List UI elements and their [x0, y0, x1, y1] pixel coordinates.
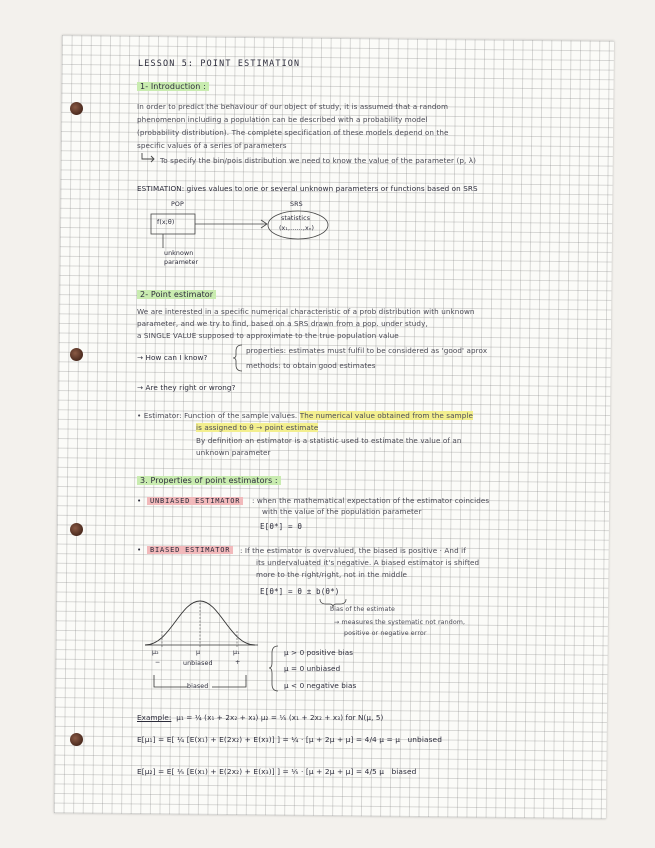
- mu-label: μ: [196, 649, 201, 656]
- brace-icon: [232, 343, 244, 373]
- example-line: Example: μ₁ = ¼ (x₁ + 2x₂ + x₃) μ₂ = ⅕ (x₁ + 2x₂ + x₃) for N(μ, 5): [137, 713, 384, 722]
- biased-curve-label: biased: [187, 683, 209, 690]
- unbiased-formula: E[θ*] = θ: [260, 522, 303, 531]
- sample-values-label: (x₁,……,xₙ): [279, 225, 314, 232]
- bias-case-positive: μ > 0 positive bias: [284, 648, 354, 657]
- minus-label: −: [155, 659, 161, 666]
- binder-hole: [70, 733, 83, 746]
- srs-label: SRS: [290, 201, 303, 208]
- section-heading-properties: 3. Properties of point estimators :: [137, 476, 281, 485]
- biased-definition-line-1: : If the estimator is overvalued, the biased is positive · And if: [240, 546, 466, 555]
- mu2-label: μ₂: [152, 649, 159, 656]
- expectation-mu2: E[μ₂] = E[ ⅕ [E(x₁) + E(2x₂) + E(x₃)] ] = ⅕ · [μ + 2μ + μ] = 4/5 μ biased: [137, 767, 417, 776]
- expectation-mu1: E[μ₁] = E[ ¼ [E(x₁) + E(2x₂) + E(x₃)] ] = ¼ · [μ + 2μ + μ] = 4/4 μ = μ unbiased: [137, 735, 442, 744]
- estimation-definition: ESTIMATION: gives values to one or several unknown parameters or functions based on SRS: [137, 184, 478, 193]
- point-estimator-line-3: a SINGLE VALUE supposed to approximate to the true population value: [137, 331, 399, 340]
- intro-line-1: In order to predict the behaviour of our object of study, it is assumed that a random: [137, 102, 449, 111]
- right-or-wrong: → Are they right or wrong?: [137, 383, 236, 392]
- bias-note-1: bias of the estimate: [330, 606, 396, 613]
- biased-definition-line-2: its undervaluated it's negative. A biased estimator is shifted: [256, 558, 480, 567]
- unbiased-curve-label: unbiased: [183, 660, 213, 667]
- bias-note-3: positive or negative error: [344, 630, 427, 637]
- bias-case-zero: μ = 0 unbiased: [284, 664, 341, 673]
- mu1-label: μ₁: [233, 649, 240, 656]
- unbiased-estimator-label: • UNBIASED ESTIMATOR: [137, 497, 243, 505]
- brace-icon: [268, 644, 280, 694]
- binder-hole: [70, 348, 83, 361]
- biased-formula: E[θ*] = θ ± b(θ*): [260, 587, 340, 596]
- binder-hole: [70, 523, 83, 536]
- plus-label: +: [235, 659, 241, 666]
- properties-note: properties: estimates must fulfil to be considered as 'good' aprox: [246, 346, 488, 355]
- bias-case-negative: μ < 0 negative bias: [284, 681, 357, 690]
- notebook-page: [54, 35, 614, 819]
- intro-line-4: specific values of a series of parameters: [137, 141, 287, 150]
- unbiased-definition-line-1: : when the mathematical expectation of the estimator coincides: [252, 496, 490, 505]
- estimator-definition-line-1: • Estimator: Function of the sample values. The numerical value obtained from the sample: [137, 411, 474, 420]
- page-title: LESSON 5: POINT ESTIMATION: [138, 58, 301, 68]
- biased-definition-line-3: more to the right/right, not in the middle: [256, 570, 407, 579]
- estimator-definition-line-2: is assigned to θ → point estimate: [196, 423, 319, 432]
- parameter-label: parameter: [164, 259, 199, 266]
- section-heading-introduction: 1- Introduction :: [137, 82, 209, 91]
- intro-line-2: phenomenon including a population can be described with a probability model: [137, 115, 428, 124]
- density-function-box: f(x;θ): [157, 219, 175, 226]
- binder-hole: [70, 102, 83, 115]
- point-estimator-line-1: We are interested in a specific numerical characteristic of a prob distribution with unknown: [137, 307, 475, 316]
- biased-estimator-label: • BIASED ESTIMATOR: [137, 546, 233, 554]
- arrow-icon: [140, 152, 156, 164]
- point-estimator-line-2: parameter, and we try to find, based on a SRS drawn from a pop. under study,: [137, 319, 428, 328]
- statistics-label: statistics: [281, 215, 311, 222]
- intro-line-3: (probability distribution). The complete specification of these models depend on the: [137, 128, 449, 137]
- unknown-label: unknown: [164, 250, 194, 257]
- bell-curve-sketch: [140, 595, 270, 695]
- intro-line-5: To specify the bin/pois distribution we need to know the value of the parameter (p, λ): [160, 156, 477, 165]
- bias-note-2: → measures the systematic not random,: [334, 619, 466, 626]
- estimator-definition-line-4: unknown parameter: [196, 448, 271, 457]
- estimator-definition-line-3: By definition an estimator is a statistic used to estimate the value of an: [196, 436, 462, 445]
- pop-label: POP: [171, 201, 184, 208]
- methods-note: methods: to obtain good estimates: [246, 361, 376, 370]
- how-can-i-know: → How can I know?: [137, 353, 208, 362]
- unbiased-definition-line-2: with the value of the population parameter: [262, 507, 422, 516]
- section-heading-point-estimator: 2- Point estimator: [137, 290, 216, 299]
